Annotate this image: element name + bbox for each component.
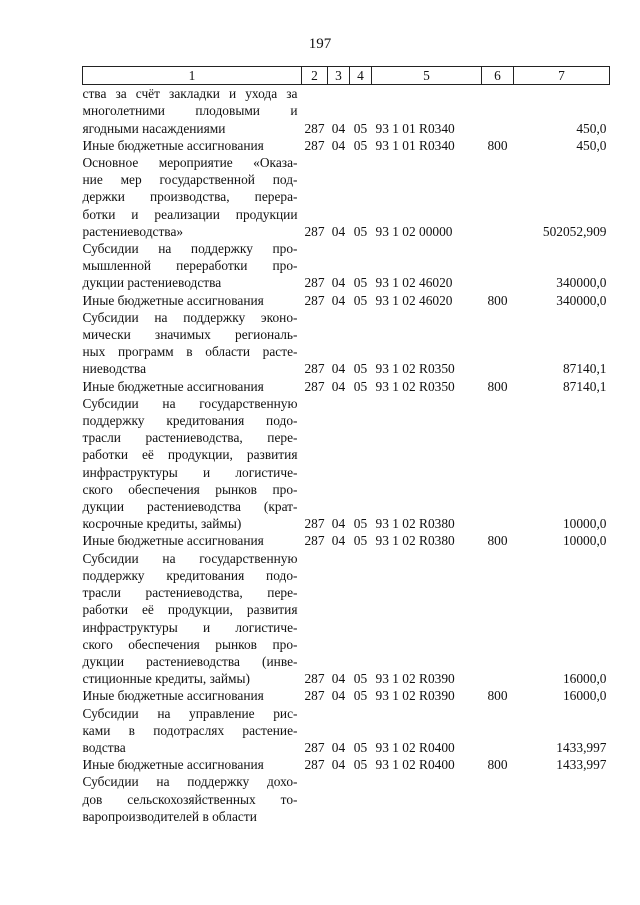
cell-name: [83, 705, 302, 757]
header-row: [83, 67, 610, 85]
name-line: ботки и реализации продукции: [82, 206, 298, 222]
cell-section: [328, 773, 350, 825]
name-line: инфраструктуры и логистиче-: [82, 619, 298, 635]
cell-section: 04: [331, 533, 346, 549]
name-line: Субсидии на поддержку про-: [82, 241, 298, 257]
cell-grbs: 287: [304, 688, 325, 704]
cell-subsection: 05: [353, 378, 368, 394]
cell-expense-type: [482, 705, 514, 757]
cell-name: [83, 309, 302, 378]
table-header: [83, 67, 610, 85]
name-line: Субсидии на поддержку эконо-: [82, 309, 298, 325]
cell-name: [83, 687, 302, 704]
cell-subsection: 05: [353, 137, 368, 153]
cell-expense-type: [482, 85, 514, 137]
name-line: ниеводства: [82, 361, 147, 377]
cell-subsection: 05: [353, 533, 368, 549]
cell-amount: 10000,0: [562, 533, 607, 549]
cell-expense-type: 800: [487, 757, 508, 773]
name-line: Иные бюджетные ассигнования: [82, 688, 264, 704]
table-row: [83, 705, 610, 757]
table-row: [83, 687, 610, 704]
table-row: [83, 395, 610, 533]
cell-subsection: 05: [353, 275, 368, 291]
cell-subsection: 05: [353, 223, 368, 239]
cell-target-article: 93 1 02 R0400: [375, 739, 455, 755]
table-body: [83, 85, 610, 825]
cell-section: 04: [331, 757, 346, 773]
name-line: Иные бюджетные ассигнования: [82, 137, 264, 153]
cell-amount: 87140,1: [562, 378, 607, 394]
name-line: трасли растениеводства, пере-: [82, 430, 298, 446]
name-line: ского обеспечения рынков про-: [82, 481, 298, 497]
name-line: Иные бюджетные ассигнования: [82, 378, 264, 394]
cell-grbs: 287: [304, 361, 325, 377]
header-col-4: 4: [350, 67, 372, 85]
cell-subsection: 05: [353, 516, 368, 532]
cell-name: [83, 137, 302, 154]
page-number: 197: [308, 36, 332, 52]
name-line: Иные бюджетные ассигнования: [82, 292, 264, 308]
cell-amount: 450,0: [576, 137, 607, 153]
cell-subsection: 05: [353, 292, 368, 308]
cell-grbs: 287: [304, 378, 325, 394]
table-row: [83, 292, 610, 309]
cell-amount: 1433,997: [556, 757, 607, 773]
cell-grbs: [302, 773, 328, 825]
cell-grbs: 287: [304, 137, 325, 153]
name-line: Субсидии на поддержку дохо-: [82, 774, 298, 790]
cell-expense-type: 800: [487, 292, 508, 308]
cell-target-article: 93 1 02 R0350: [375, 378, 455, 394]
cell-expense-type: 800: [487, 533, 508, 549]
cell-section: 04: [331, 516, 346, 532]
cell-grbs: 287: [304, 757, 325, 773]
cell-amount: 502052,909: [542, 223, 607, 239]
cell-section: 04: [331, 739, 346, 755]
table-row: [83, 532, 610, 549]
cell-name: [83, 85, 302, 137]
name-line: дукции растениеводства: [82, 275, 222, 291]
cell-section: 04: [331, 361, 346, 377]
table-row: [83, 85, 610, 137]
cell-name: [83, 756, 302, 773]
name-line: многолетними плодовыми и: [82, 103, 298, 119]
cell-amount: 87140,1: [562, 361, 607, 377]
name-line: ками в подотраслях растение-: [82, 722, 298, 738]
name-line: работки её продукции, развития: [82, 447, 298, 463]
cell-name: [83, 240, 302, 292]
cell-target-article: 93 1 02 46020: [375, 292, 453, 308]
cell-expense-type: 800: [487, 688, 508, 704]
cell-expense-type: [482, 240, 514, 292]
cell-amount: 10000,0: [562, 516, 607, 532]
cell-target-article: 93 1 01 R0340: [375, 120, 455, 136]
cell-subsection: 05: [353, 120, 368, 136]
name-line: дов сельскохозяйственных то-: [82, 791, 298, 807]
cell-name: [83, 550, 302, 688]
cell-amount: [514, 773, 610, 825]
name-line: дукции растениеводства (крат-: [82, 499, 298, 515]
cell-subsection: 05: [353, 688, 368, 704]
cell-target-article: 93 1 01 R0340: [375, 137, 455, 153]
cell-expense-type: [482, 154, 514, 240]
cell-grbs: 287: [304, 533, 325, 549]
table-row: [83, 309, 610, 378]
cell-expense-type: [482, 395, 514, 533]
name-line: варопроизводителей в области: [82, 808, 257, 824]
name-line: мически значимых региональ-: [82, 327, 298, 343]
cell-name: [83, 532, 302, 549]
cell-grbs: 287: [304, 120, 325, 136]
name-line: Субсидии на государственную: [82, 550, 298, 566]
name-line: инфраструктуры и логистиче-: [82, 464, 298, 480]
table-row: [83, 240, 610, 292]
cell-expense-type: 800: [487, 378, 508, 394]
table-row: [83, 378, 610, 395]
cell-amount: 340000,0: [556, 292, 607, 308]
name-line: поддержку кредитования подо-: [82, 413, 298, 429]
cell-target-article: 93 1 02 R0350: [375, 361, 455, 377]
cell-subsection: 05: [353, 671, 368, 687]
table-row: [83, 137, 610, 154]
name-line: держки производства, перера-: [82, 189, 298, 205]
cell-grbs: 287: [304, 292, 325, 308]
cell-name: [83, 378, 302, 395]
cell-subsection: 05: [353, 739, 368, 755]
cell-subsection: 05: [353, 361, 368, 377]
table-row: [83, 773, 610, 825]
cell-grbs: 287: [304, 223, 325, 239]
cell-section: 04: [331, 671, 346, 687]
cell-subsection: [350, 773, 372, 825]
cell-section: 04: [331, 120, 346, 136]
name-line: Субсидии на управление рис-: [82, 705, 298, 721]
cell-expense-type: 800: [487, 137, 508, 153]
cell-amount: 16000,0: [562, 671, 607, 687]
cell-section: 04: [331, 292, 346, 308]
cell-name: [83, 395, 302, 533]
name-line: растениеводства»: [82, 223, 184, 239]
name-line: ского обеспечения рынков про-: [82, 636, 298, 652]
header-col-7: 7: [514, 67, 610, 85]
cell-target-article: 93 1 02 R0400: [375, 757, 455, 773]
name-line: поддержку кредитования подо-: [82, 567, 298, 583]
cell-name: [83, 154, 302, 240]
budget-table: [82, 66, 610, 825]
cell-amount: 450,0: [576, 120, 607, 136]
name-line: ягодными насаждениями: [82, 120, 226, 136]
name-line: работки её продукции, развития: [82, 602, 298, 618]
cell-section: 04: [331, 223, 346, 239]
cell-grbs: 287: [304, 671, 325, 687]
cell-section: 04: [331, 688, 346, 704]
name-line: ства за счёт закладки и ухода за: [82, 86, 298, 102]
header-col-6: 6: [482, 67, 514, 85]
cell-subsection: 05: [353, 757, 368, 773]
cell-grbs: 287: [304, 516, 325, 532]
name-line: дукции растениеводства (инве-: [82, 653, 298, 669]
cell-grbs: 287: [304, 275, 325, 291]
name-line: Субсидии на государственную: [82, 395, 298, 411]
cell-amount: 1433,997: [556, 739, 607, 755]
header-col-3: 3: [328, 67, 350, 85]
table-row: [83, 550, 610, 688]
cell-section: 04: [331, 275, 346, 291]
cell-name: [83, 292, 302, 309]
name-line: Иные бюджетные ассигнования: [82, 533, 264, 549]
header-col-2: 2: [302, 67, 328, 85]
cell-target-article: 93 1 02 R0390: [375, 671, 455, 687]
cell-expense-type: [482, 309, 514, 378]
name-line: ние мер государственной под-: [82, 172, 298, 188]
cell-amount: 16000,0: [562, 688, 607, 704]
name-line: Основное мероприятие «Оказа-: [82, 155, 298, 171]
cell-section: 04: [331, 137, 346, 153]
cell-expense-type: [482, 773, 514, 825]
cell-target-article: 93 1 02 R0380: [375, 516, 455, 532]
cell-target-article: 93 1 02 46020: [375, 275, 453, 291]
cell-target-article: [372, 773, 482, 825]
cell-target-article: 93 1 02 00000: [375, 223, 453, 239]
name-line: трасли растениеводства, пере-: [82, 585, 298, 601]
cell-target-article: 93 1 02 R0390: [375, 688, 455, 704]
name-line: Иные бюджетные ассигнования: [82, 757, 264, 773]
cell-target-article: 93 1 02 R0380: [375, 533, 455, 549]
name-line: косрочные кредиты, займы): [82, 516, 242, 532]
header-col-5: 5: [372, 67, 482, 85]
name-line: стиционные кредиты, займы): [82, 671, 250, 687]
cell-amount: 340000,0: [556, 275, 607, 291]
name-line: мышленной переработки про-: [82, 258, 298, 274]
table-row: [83, 154, 610, 240]
cell-name: [83, 773, 302, 825]
cell-grbs: 287: [304, 739, 325, 755]
cell-expense-type: [482, 550, 514, 688]
cell-section: 04: [331, 378, 346, 394]
table-row: [83, 756, 610, 773]
header-col-1: 1: [83, 67, 302, 85]
name-line: водства: [82, 739, 126, 755]
name-line: ных программ в области расте-: [82, 344, 298, 360]
